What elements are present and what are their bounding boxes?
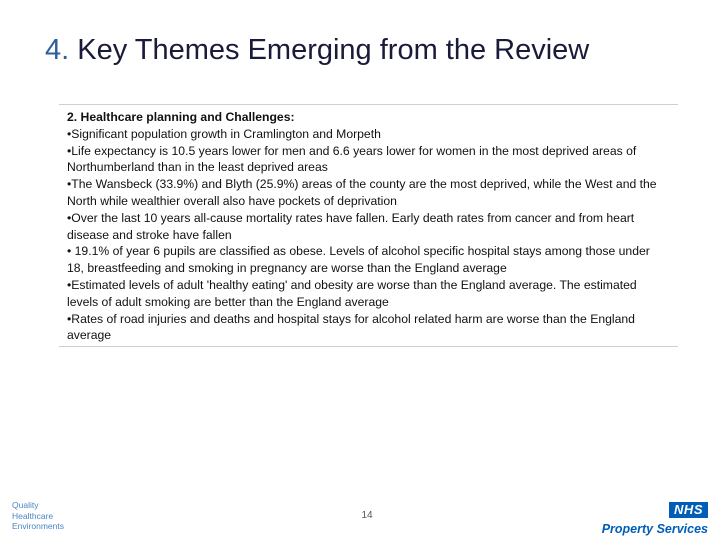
slide-title	[45, 34, 589, 67]
bullet-list	[67, 126, 670, 344]
slide-title-text: Key Themes Emerging from the Review	[77, 34, 590, 66]
nhs-property-services-logo	[598, 501, 708, 536]
quality-healthcare-environments-logo	[12, 500, 64, 532]
logo-line: Healthcare	[12, 510, 54, 521]
nhs-badge: NHS	[669, 502, 708, 518]
bullet-item: • 19.1% of year 6 pupils are classified as obese. Levels of alcohol specific hospital stays among those under 18, breastfeeding and smoking in pregnancy are worse than the England average	[67, 244, 650, 276]
bullet-item: •Life expectancy is 10.5 years lower for men and 6.6 years lower for women in the most deprived areas of Northumberland than in the least deprived areas	[67, 143, 637, 175]
brand-name: Property Services	[601, 522, 708, 536]
page-number: 14	[361, 510, 373, 521]
slide-title-number: 4.	[45, 34, 70, 66]
section-heading: 2. Healthcare planning and Challenges:	[67, 110, 295, 124]
bullet-item: •Rates of road injuries and deaths and hospital stays for alcohol related harm are worse than the England average	[67, 311, 635, 343]
bullet-item: •Over the last 10 years all-cause mortality rates have fallen. Early death rates from cancer and from heart disease and stroke have fallen	[67, 210, 635, 242]
bullet-item: •Estimated levels of adult 'healthy eating' and obesity are worse than the England average. The estimated levels of adult smoking are better than the England average	[67, 277, 637, 309]
bullet-item: •Significant population growth in Cramlington and Morpeth	[67, 126, 381, 141]
content-box	[59, 104, 678, 347]
logo-line: Environments	[12, 521, 64, 531]
logo-line: Quality	[12, 500, 39, 510]
bullet-item: •The Wansbeck (33.9%) and Blyth (25.9%) areas of the county are the most deprived, while the West and the North while wealthier overall also have pockets of deprivation	[67, 177, 657, 208]
